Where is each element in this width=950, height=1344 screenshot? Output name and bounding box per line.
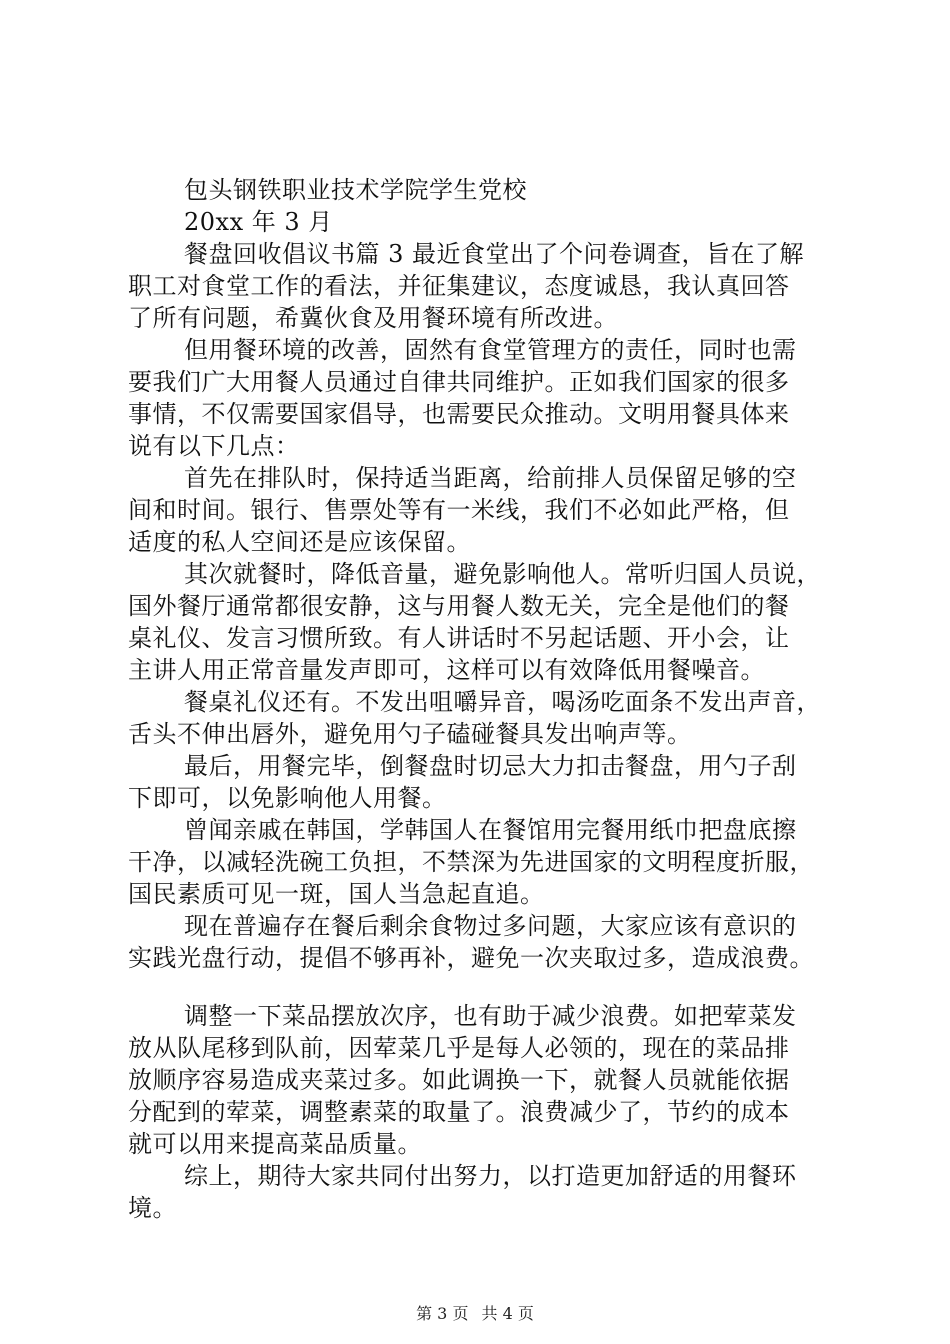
text-line: 餐桌礼仪还有。不发出咀嚼异音，喝汤吃面条不发出声音， <box>184 688 821 716</box>
text-line: 国外餐厅通常都很安静，这与用餐人数无关，完全是他们的餐 <box>128 592 790 620</box>
text-line: 主讲人用正常音量发声即可，这样可以有效降低用餐噪音。 <box>128 656 765 684</box>
text-line: 事情，不仅需要国家倡导，也需要民众推动。文明用餐具体来 <box>128 400 790 428</box>
text-line: 了所有问题，希冀伙食及用餐环境有所改进。 <box>128 304 618 332</box>
document-body <box>128 174 848 1224</box>
paragraph-gap <box>128 974 848 1000</box>
text-line: 下即可，以免影响他人用餐。 <box>128 784 447 812</box>
text-line: 其次就餐时，降低音量，避免影响他人。常听归国人员说， <box>184 560 821 588</box>
page-footer <box>0 1301 950 1324</box>
date-line: 20xx 年 3 月 <box>184 208 333 236</box>
text-line: 境。 <box>128 1194 177 1222</box>
text-line: 实践光盘行动，提倡不够再补，避免一次夹取过多，造成浪费。 <box>128 944 814 972</box>
text-line: 现在普遍存在餐后剩余食物过多问题，大家应该有意识的 <box>184 912 797 940</box>
text-line: 放顺序容易造成夹菜过多。如此调换一下，就餐人员就能依据 <box>128 1066 790 1094</box>
text-line: 曾闻亲戚在韩国，学韩国人在餐馆用完餐用纸巾把盘底擦 <box>184 816 797 844</box>
text-line: 国民素质可见一斑，国人当急起直追。 <box>128 880 545 908</box>
text-line: 最后，用餐完毕，倒餐盘时切忌大力扣击餐盘，用勺子刮 <box>184 752 797 780</box>
text-line: 综上，期待大家共同付出努力，以打造更加舒适的用餐环 <box>184 1162 797 1190</box>
school-name-line: 包头钢铁职业技术学院学生党校 <box>184 176 527 204</box>
text-line: 放从队尾移到队前，因荤菜几乎是每人必领的，现在的菜品排 <box>128 1034 790 1062</box>
text-line: 说有以下几点： <box>128 432 300 460</box>
text-line: 舌头不伸出唇外，避免用勺子磕碰餐具发出响声等。 <box>128 720 692 748</box>
text-line: 调整一下菜品摆放次序，也有助于减少浪费。如把荤菜发 <box>184 1002 797 1030</box>
text-line: 首先在排队时，保持适当距离，给前排人员保留足够的空 <box>184 464 797 492</box>
text-line: 餐盘回收倡议书篇 3 最近食堂出了个问卷调查，旨在了解 <box>184 240 805 268</box>
text-line: 但用餐环境的改善，固然有食堂管理方的责任，同时也需 <box>184 336 797 364</box>
text-line: 干净，以减轻洗碗工负担，不禁深为先进国家的文明程度折服， <box>128 848 814 876</box>
text-line: 间和时间。银行、售票处等有一米线，我们不必如此严格，但 <box>128 496 790 524</box>
text-line: 要我们广大用餐人员通过自律共同维护。正如我们国家的很多 <box>128 368 790 396</box>
text-line: 分配到的荤菜，调整素菜的取量了。浪费减少了，节约的成本 <box>128 1098 790 1126</box>
text-line: 适度的私人空间还是应该保留。 <box>128 528 471 556</box>
text-line: 桌礼仪、发言习惯所致。有人讲话时不另起话题、开小会，让 <box>128 624 790 652</box>
page-number: 第 3 页 <box>416 1304 469 1323</box>
text-line: 职工对食堂工作的看法，并征集建议，态度诚恳，我认真回答 <box>128 272 790 300</box>
page-total: 共 4 页 <box>481 1304 534 1323</box>
text-line: 就可以用来提高菜品质量。 <box>128 1130 422 1158</box>
